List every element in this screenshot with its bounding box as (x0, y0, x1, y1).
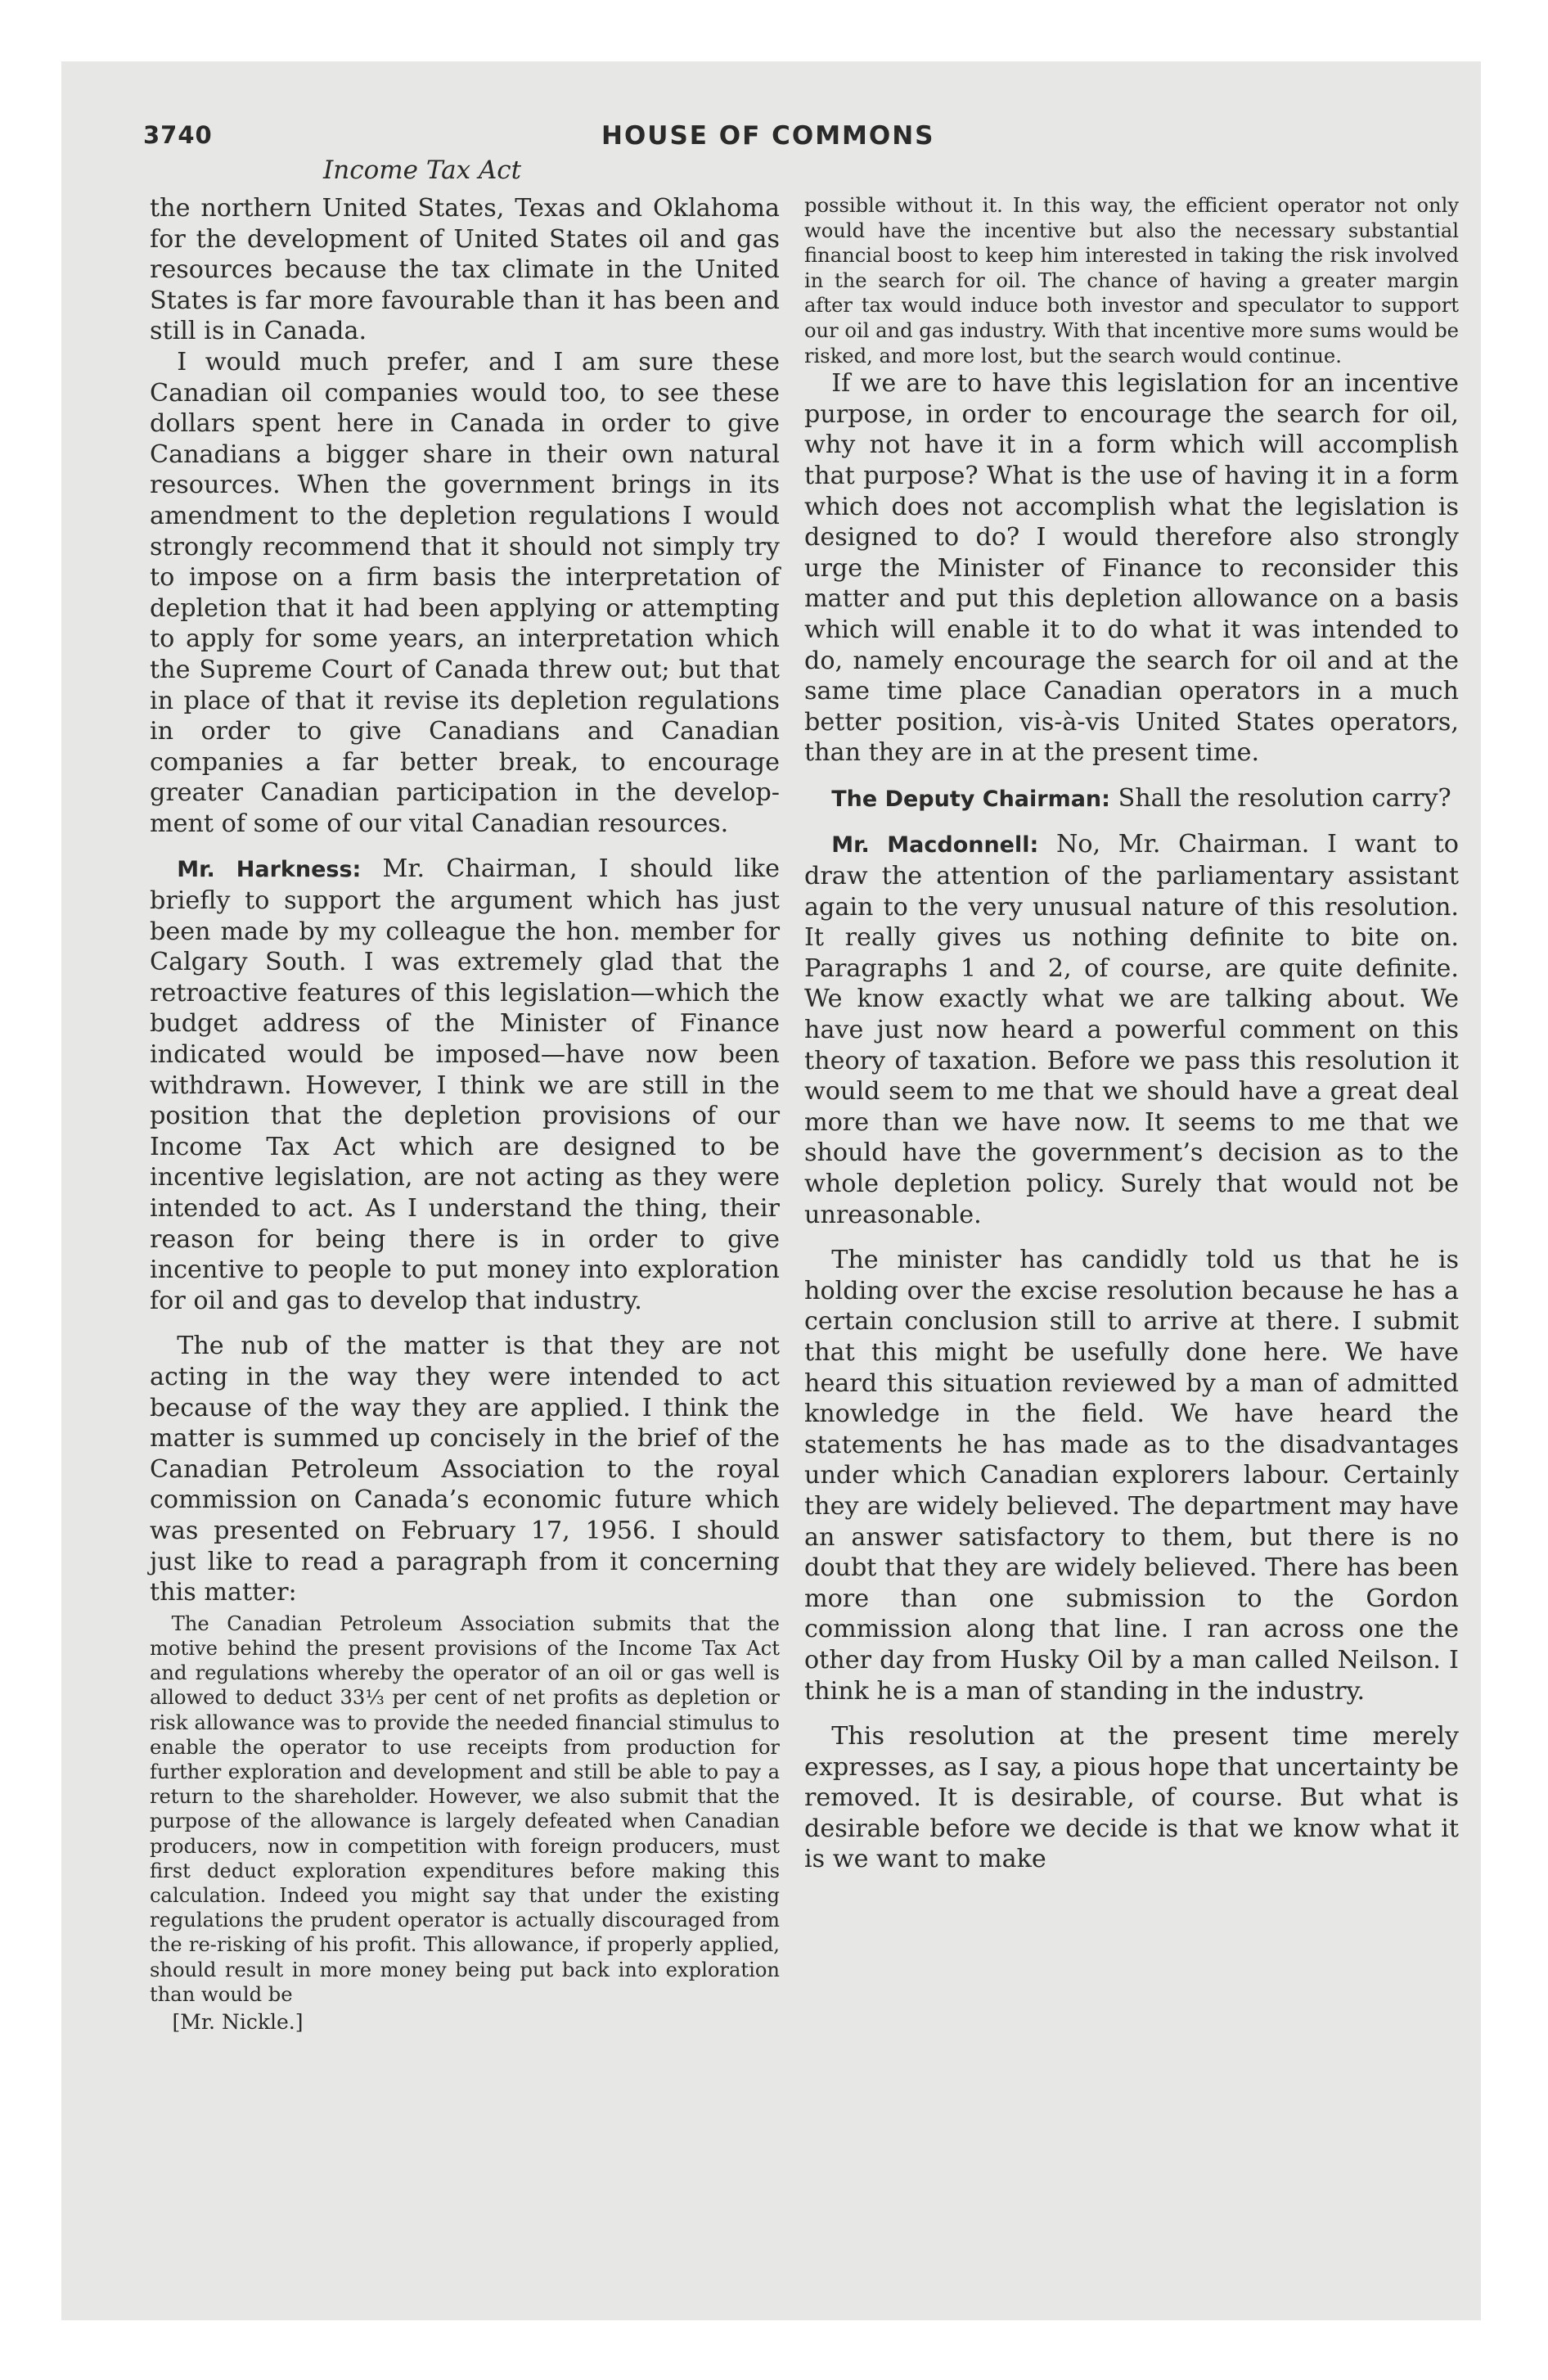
speech-text: No, Mr. Chairman. I want to draw the attention of the parliamentary assistant again to the very unusual nature of this resolution. It really gives us nothing definite to bite on. Paragraphs 1 and 2, of course, are quite definite. We know exactly what we are talking about. We have just now heard a powerful comment on this theory of taxation. Before we pass this resolution it would seem to me that we should have a great deal more than we have now. It seems to me that we should have the government’s decision as to the whole depletion policy. Surely that would not be unreasonable. (804, 830, 1459, 1229)
paragraph: I would much prefer, and I am sure these Canadian oil companies would too, to see these dollars spent here in Canada in order to give Canadians a bigger share in their own natural resources. When the government brings in its amendment to the depletion regulations I would strongly recommend that it should not simply try to impose on a firm basis the interpretation of depletion that it had been applying or attempting to apply for some years, an interpretation which the Supreme Court of Canada threw out; but that in place of that it revise its depletion regulations in order to give Canadians and Canadian companies a far better break, to encourage greater Canadian participation in the development of some of our vital Canadian resources. (150, 347, 780, 838)
left-column (150, 193, 780, 2038)
speaker-name: Mr. Harkness: (177, 857, 362, 883)
journal-title: HOUSE OF COMMONS (601, 121, 935, 151)
right-column (804, 193, 1459, 1875)
speech-deputy-chairman (804, 783, 1459, 815)
speech-text: Shall the resolution carry? (1118, 783, 1451, 813)
paragraph: the northern United States, Texas and Oklahoma for the development of United States oil and gas resources because the tax climate in the United States is far more favourable than it has been and still is in Canada. (150, 194, 780, 346)
footer-member-tag: [Mr. Nickle.] (172, 2009, 304, 2034)
quote-text: The Canadian Petroleum Association submits that the motive behind the present provisions of the Income Tax Act and regulations whereby the operator of an oil or gas well is allowed to deduct 33⅓ per cent of net profits as depletion or risk allowance was to provide the needed financial stimulus to enable the operator to use receipts from production for further exploration and development and still be able to pay a return to the shareholder. However, we also submit that the purpose of the allowance is largely defeated when Canadian producers, now in competition with foreign producers, must first deduct exploration expenditures before making this calculation. Indeed you might say that under the existing regulations the prudent operator is actually discouraged from the re-risking of his profit. This allowance, if properly applied, should result in more money being put back into exploration than would be (150, 1611, 780, 2006)
speaker-name: Mr. Macdonnell: (831, 832, 1039, 859)
paragraph: If we are to have this legislation for an incentive purpose, in order to encourage the search for oil, why not have it in a form which will accomplish that purpose? What is the use of having it in a form which does not accomplish what the legislation is designed to do? I would therefore also strongly urge the Minister of Finance to reconsider this matter and put this depletion allowance on a basis which will enable it to do what it was intended to do, namely encourage the search for oil and at the same time place Canadian operators in a much better position, vis-à-vis United States operators, than they are in at the present time. (804, 369, 1459, 768)
running-head: Income Tax Act (323, 156, 522, 185)
speech-macdonnell (804, 829, 1459, 1230)
speech-harkness (150, 854, 780, 1316)
page-number: 3740 (143, 121, 213, 149)
quote-continuation: possible without it. In this way, the efficient operator not only would have the incentive but also the necessary substantial financial boost to keep him interested in taking the risk involved in the search for oil. The chance of having a greater margin after tax would induce both investor and speculator to support our oil and gas industry. With that incentive more sums would be risked, and more lost, but the search would continue. (804, 194, 1459, 367)
paragraph: The nub of the matter is that they are not acting in the way they were intended to act because of the way they are applied. I think the matter is summed up concisely in the brief of the Canadian Petroleum Association to the royal commission on Canada’s economic future which was presented on February 17, 1956. I should just like to read a paragraph from it concerning this matter: (150, 1332, 780, 1607)
paragraph: This resolution at the present time merely expresses, as I say, a pious hope that uncertainty be removed. It is desirable, of course. But what is desirable before we decide is that we know what it is we want to make (804, 1722, 1459, 1874)
speech-text: Mr. Chairman, I should like briefly to support the argument which has just been made by my colleague the hon. member for Calgary South. I was extremely glad that the retroactive features of this legislation—which the budget address of the Minister of Finance indicated would be imposed—have now been withdrawn. However, I think we are still in the position that the depletion provisions of our Income Tax Act which are designed to be incentive legislation, are not acting as they were intended to act. As I understand the thing, their reason for being there is in order to give incentive to people to put money into exploration for oil and gas to develop that industry. (150, 854, 780, 1315)
paragraph: The minister has candidly told us that he is holding over the excise resolution because he has a certain conclusion still to arrive at there. I submit that this might be usefully done here. We have heard this situation reviewed by a man of admitted knowledge in the field. We have heard the statements he has made as to the disadvantages under which Canadian explorers labour. Certainly they are widely believed. The department may have an answer satisfactory to them, but there is no doubt that they are widely believed. There has been more than one submission to the Gordon commission along that line. I ran across one the other day from Husky Oil by a man called Neilson. I think he is a man of standing in the industry. (804, 1246, 1459, 1706)
speaker-name: The Deputy Chairman: (831, 786, 1110, 812)
block-quote (150, 1611, 780, 2007)
